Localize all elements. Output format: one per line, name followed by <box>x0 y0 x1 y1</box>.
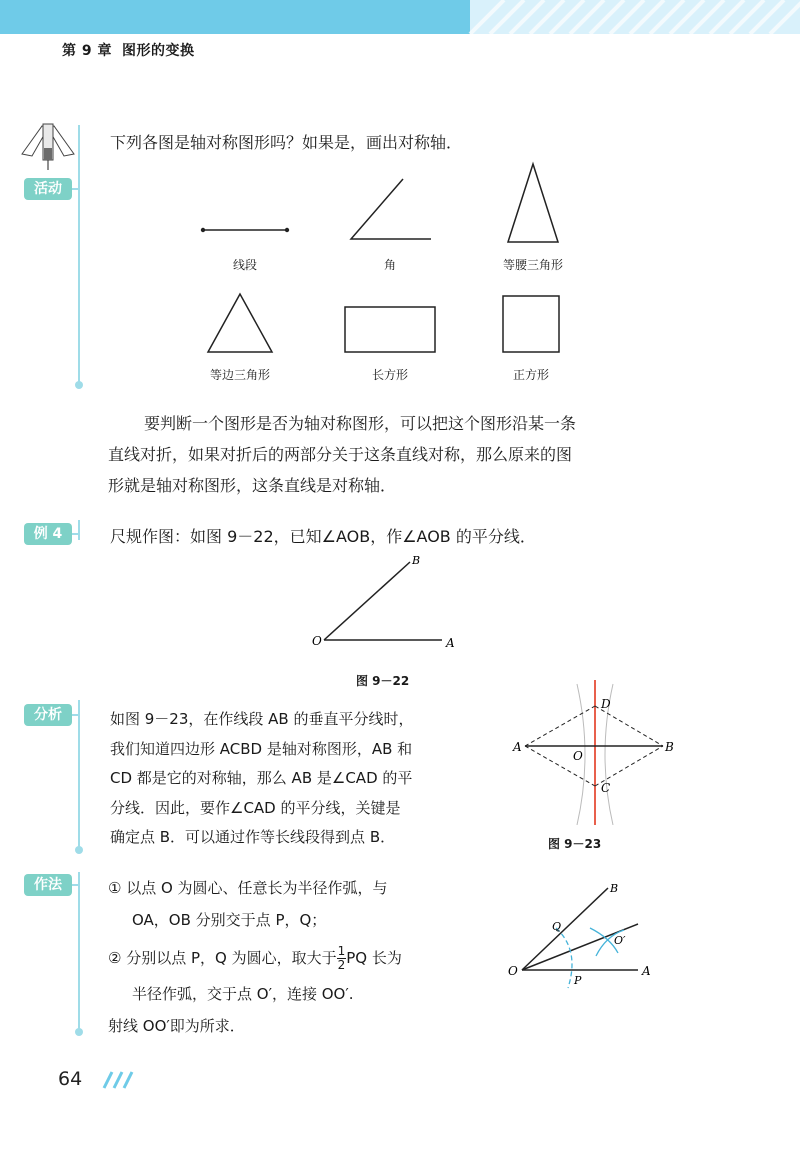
analysis-paragraph <box>110 705 505 853</box>
label-B: B <box>610 882 619 895</box>
step-2-line <box>108 942 498 974</box>
rail-dot <box>75 846 83 854</box>
explanation-line: 要判断一个图形是否为轴对称图形，可以把这个图形沿某一条 <box>144 414 577 433</box>
label-O: O <box>312 634 322 648</box>
figure-9-22 <box>300 550 470 660</box>
rail-dot <box>75 381 83 389</box>
tag-connector <box>72 188 80 190</box>
segment-figure <box>195 220 295 240</box>
example-tag: 例 4 <box>24 523 72 545</box>
page-number-slashes <box>100 1070 140 1090</box>
label-A: A <box>642 964 651 978</box>
bisector-figure <box>500 878 670 990</box>
analysis-line: 我们知道四边形 ACBD 是轴对称图形，AB 和 <box>110 739 413 758</box>
step-1-line: OA，OB 分别交于点 P，Q； <box>132 911 327 929</box>
equilateral-triangle-figure <box>202 290 278 356</box>
chapter-number: 第 9 章 <box>62 43 112 59</box>
activity-prompt: 下列各图是轴对称图形吗？如果是，画出对称轴． <box>110 133 463 152</box>
fraction-denominator: 2 <box>337 958 346 972</box>
square-figure <box>498 292 564 356</box>
analysis-line: CD 都是它的对称轴，那么 AB 是∠CAD 的平 <box>110 769 413 787</box>
analysis-line: 分线．因此，要作∠CAD 的平分线，关键是 <box>110 798 401 817</box>
explanation-line: 形就是轴对称图形，这条直线是对称轴． <box>108 476 397 495</box>
method-tag: 作法 <box>24 874 72 896</box>
shape-label: 长方形 <box>371 368 408 382</box>
step-2-text: PQ 长为 <box>346 949 402 967</box>
label-O: O <box>508 964 518 978</box>
step-2-text: ② 分别以点 P，Q 为圆心，取大于 <box>108 949 337 967</box>
left-rail-example <box>78 520 80 540</box>
compass-ruler-icon <box>18 120 78 172</box>
example-prompt: 尺规作图：如图 9－22，已知∠AOB，作∠AOB 的平分线． <box>110 527 536 546</box>
left-rail-activity <box>78 125 80 385</box>
rectangle-figure <box>340 302 440 356</box>
explanation-paragraph <box>108 408 688 501</box>
header-stripes <box>400 0 800 34</box>
label-B: B <box>665 740 674 754</box>
tag-connector <box>72 714 80 716</box>
arc-from-O <box>556 928 572 988</box>
tag-connector <box>72 533 80 535</box>
angle-figure <box>345 175 435 245</box>
shape-label: 角 <box>383 258 396 272</box>
figure-caption: 图 9－23 <box>548 837 602 851</box>
conclusion-line: 射线 OO′即为所求． <box>108 1017 245 1035</box>
label-O: O <box>573 749 583 763</box>
page-number: 64 <box>58 1068 83 1090</box>
label-B: B <box>412 554 421 567</box>
activity-tag: 活动 <box>24 178 72 200</box>
shape-label: 线段 <box>232 258 257 272</box>
analysis-line: 如图 9－23，在作线段 AB 的垂直平分线时， <box>110 710 414 728</box>
left-rail-analysis <box>78 700 80 850</box>
chapter-name: 图形的变换 <box>122 43 195 59</box>
rail-dot <box>75 1028 83 1036</box>
step-2-line: 半径作弧，交于点 O′，连接 OO′. <box>132 985 354 1003</box>
isosceles-triangle-figure <box>500 160 566 246</box>
figure-9-23 <box>505 680 685 825</box>
label-D: D <box>601 697 611 711</box>
chapter-title <box>62 40 205 60</box>
label-A: A <box>513 740 522 754</box>
tag-connector <box>72 884 80 886</box>
analysis-tag: 分析 <box>24 704 72 726</box>
fraction-one-half <box>337 945 347 972</box>
shape-label: 等边三角形 <box>209 368 270 382</box>
method-steps <box>108 872 498 1042</box>
left-rail-method <box>78 872 80 1032</box>
label-C: C <box>601 781 611 795</box>
shape-label: 正方形 <box>512 368 549 382</box>
fraction-numerator: 1 <box>337 944 346 958</box>
analysis-line: 确定点 B．可以通过作等长线段得到点 B． <box>110 828 396 846</box>
label-Q: Q <box>552 920 562 933</box>
explanation-line: 直线对折，如果对折后的两部分关于这条直线对称，那么原来的图 <box>108 445 573 464</box>
figure-caption: 图 9－22 <box>356 674 410 688</box>
label-P: P <box>574 974 582 987</box>
label-O-prime: O′ <box>614 934 626 947</box>
shape-label: 等腰三角形 <box>502 258 563 272</box>
label-A: A <box>446 636 455 650</box>
step-1-line: ① 以点 O 为圆心、任意长为半径作弧，与 <box>108 879 388 897</box>
